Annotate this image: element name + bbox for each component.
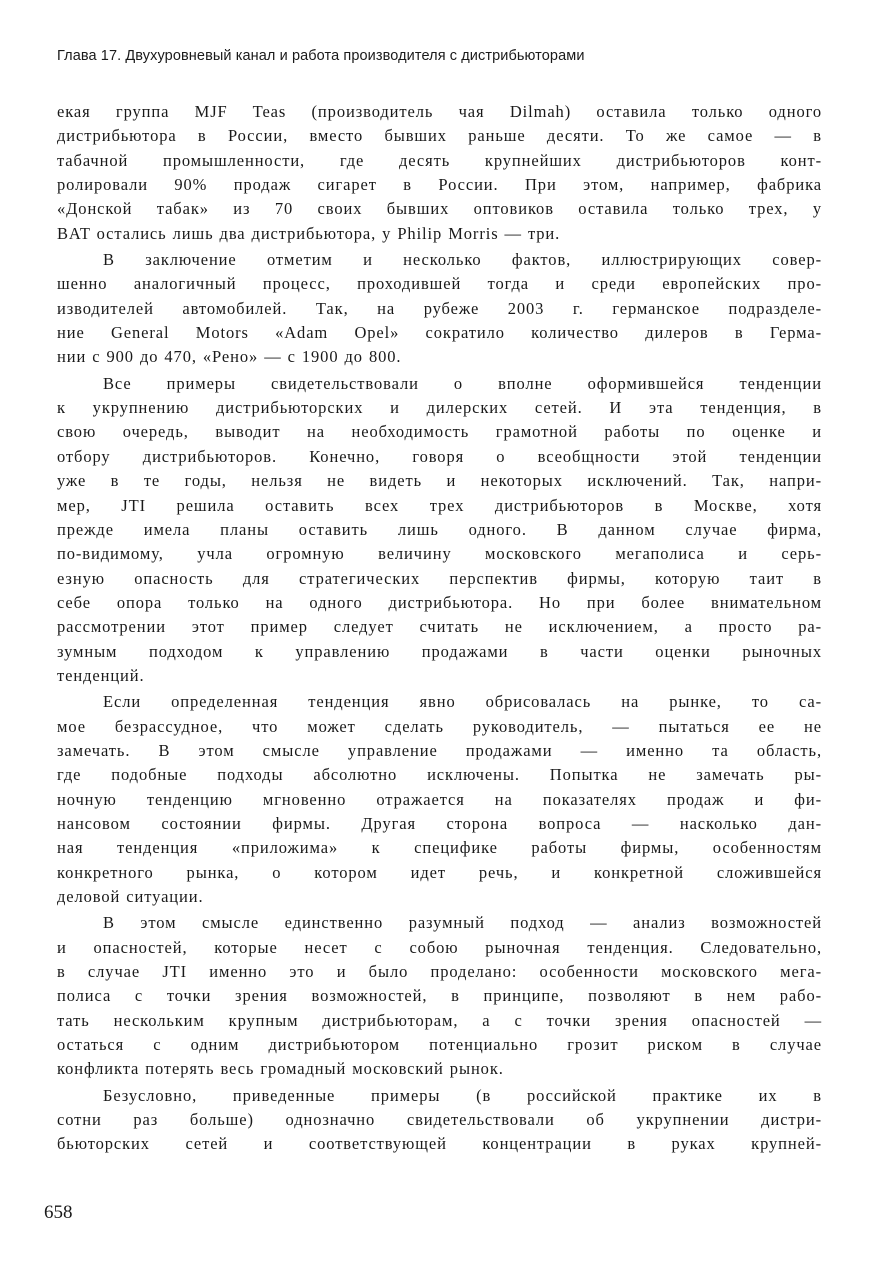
text-line: бьюторских сетей и соответствующей концентрации в руках крупней- xyxy=(57,1134,822,1154)
text-line: к укрупнению дистрибьюторских и дилерских сетей. И эта тенденция, в xyxy=(57,398,822,418)
text-line: мое безрассудное, что может сделать руководитель, — пытаться ее не xyxy=(57,716,822,736)
text-line: езную опасность для стратегических перспектив фирмы, которую таит в xyxy=(57,568,822,588)
page-number: 658 xyxy=(44,1202,73,1223)
text-line: конфликта потерять весь громадный московский рынок. xyxy=(57,1059,504,1079)
text-line: ролировали 90% продаж сигарет в России. При этом, например, фабрика xyxy=(57,175,822,195)
text-line: тенденций. xyxy=(57,665,145,685)
text-line: табачной промышленности, где десять крупнейших дистрибьюторов конт- xyxy=(57,150,822,170)
text-line: BAT остались лишь два дистрибьютора, у Philip Morris — три. xyxy=(57,223,561,243)
text-line: остаться с одним дистрибьютором потенциально грозит риском в случае xyxy=(57,1035,822,1055)
text-line: конкретного рынка, о котором идет речь, и конкретной сложившейся xyxy=(57,862,822,882)
text-line: нии с 900 до 470, «Рено» — с 1900 до 800. xyxy=(57,347,402,367)
text-line: Все примеры свидетельствовали о вполне оформившейся тенденции xyxy=(103,373,822,393)
text-line: отбору дистрибьюторов. Конечно, говоря о всеобщности этой тенденции xyxy=(57,446,822,466)
text-line: дистрибьютора в России, вместо бывших раньше десяти. То же самое — в xyxy=(57,126,822,146)
text-line: и опасностей, которые несет с собою рыночная тенденция. Следовательно, xyxy=(57,937,822,957)
text-line: прежде имела планы оставить лишь одного. В данном случае фирма, xyxy=(57,519,822,539)
text-line: в случае JTI именно это и было проделано: особенности московского мега- xyxy=(57,962,822,982)
text-line: по-видимому, учла огромную величину московского мегаполиса и серь- xyxy=(57,544,822,564)
text-line: мер, JTI решила оставить всех трех дистрибьюторов в Москве, хотя xyxy=(57,495,822,515)
text-line: уже в те годы, нельзя не видеть и некоторых исключений. Так, напри- xyxy=(57,471,822,491)
paragraph-2 xyxy=(57,248,822,370)
text-line: изводителей автомобилей. Так, на рубеже 2003 г. германское подразделе- xyxy=(57,298,822,318)
text-line: нансовом состоянии фирмы. Другая сторона вопроса — насколько дан- xyxy=(57,813,822,833)
text-line: екая группа MJF Teas (производитель чая Dilmah) оставила только одного xyxy=(57,102,822,121)
text-line: зумным подходом к управлению продажами в части оценки рыночных xyxy=(57,641,822,661)
text-line: тать нескольким крупным дистрибьюторам, а с точки зрения опасностей — xyxy=(57,1010,822,1030)
text-line: себе опора только на одного дистрибьютора. Но при более внимательном xyxy=(57,592,822,612)
paragraph-6 xyxy=(57,1084,822,1157)
paragraph-5 xyxy=(57,911,822,1081)
text-line: где подобные подходы абсолютно исключены. Попытка не замечать ры- xyxy=(57,765,822,785)
text-line: ночную тенденцию мгновенно отражается на показателях продаж и фи- xyxy=(57,789,822,809)
text-line: Если определенная тенденция явно обрисовалась на рынке, то са- xyxy=(103,692,822,712)
text-line: Безусловно, приведенные примеры (в российской практике их в xyxy=(103,1085,822,1105)
text-line: замечать. В этом смысле управление продажами — именно та область, xyxy=(57,740,822,760)
text-line: ние General Motors «Adam Opel» сократило количество дилеров в Герма- xyxy=(57,323,822,343)
text-line: «Донской табак» из 70 своих бывших оптовиков оставила только трех, у xyxy=(57,199,822,219)
text-line: шенно аналогичный процесс, проходившей тогда и среди европейских про- xyxy=(57,274,822,294)
paragraph-4 xyxy=(57,690,822,909)
text-line: деловой ситуации. xyxy=(57,887,204,906)
paragraph-3 xyxy=(57,372,822,688)
text-line: В этом смысле единственно разумный подход — анализ возможностей xyxy=(103,913,822,933)
paragraph-1 xyxy=(57,100,822,246)
body-text xyxy=(57,100,822,1159)
running-head: Глава 17. Двухуровневый канал и работа производителя с дистрибьюторами xyxy=(57,48,585,64)
text-line: полиса с точки зрения возможностей, в принципе, позволяют в нем рабо- xyxy=(57,986,822,1006)
text-line: свою очередь, выводит на необходимость грамотной работы по оценке и xyxy=(57,422,822,442)
text-line: В заключение отметим и несколько фактов, иллюстрирующих совер- xyxy=(103,250,822,270)
text-line: рассмотрении этот пример следует считать не исключением, а просто ра- xyxy=(57,617,822,637)
text-line: сотни раз больше) однозначно свидетельствовали об укрупнении дистри- xyxy=(57,1110,822,1130)
text-line: ная тенденция «приложима» к специфике работы фирмы, особенностям xyxy=(57,838,822,858)
